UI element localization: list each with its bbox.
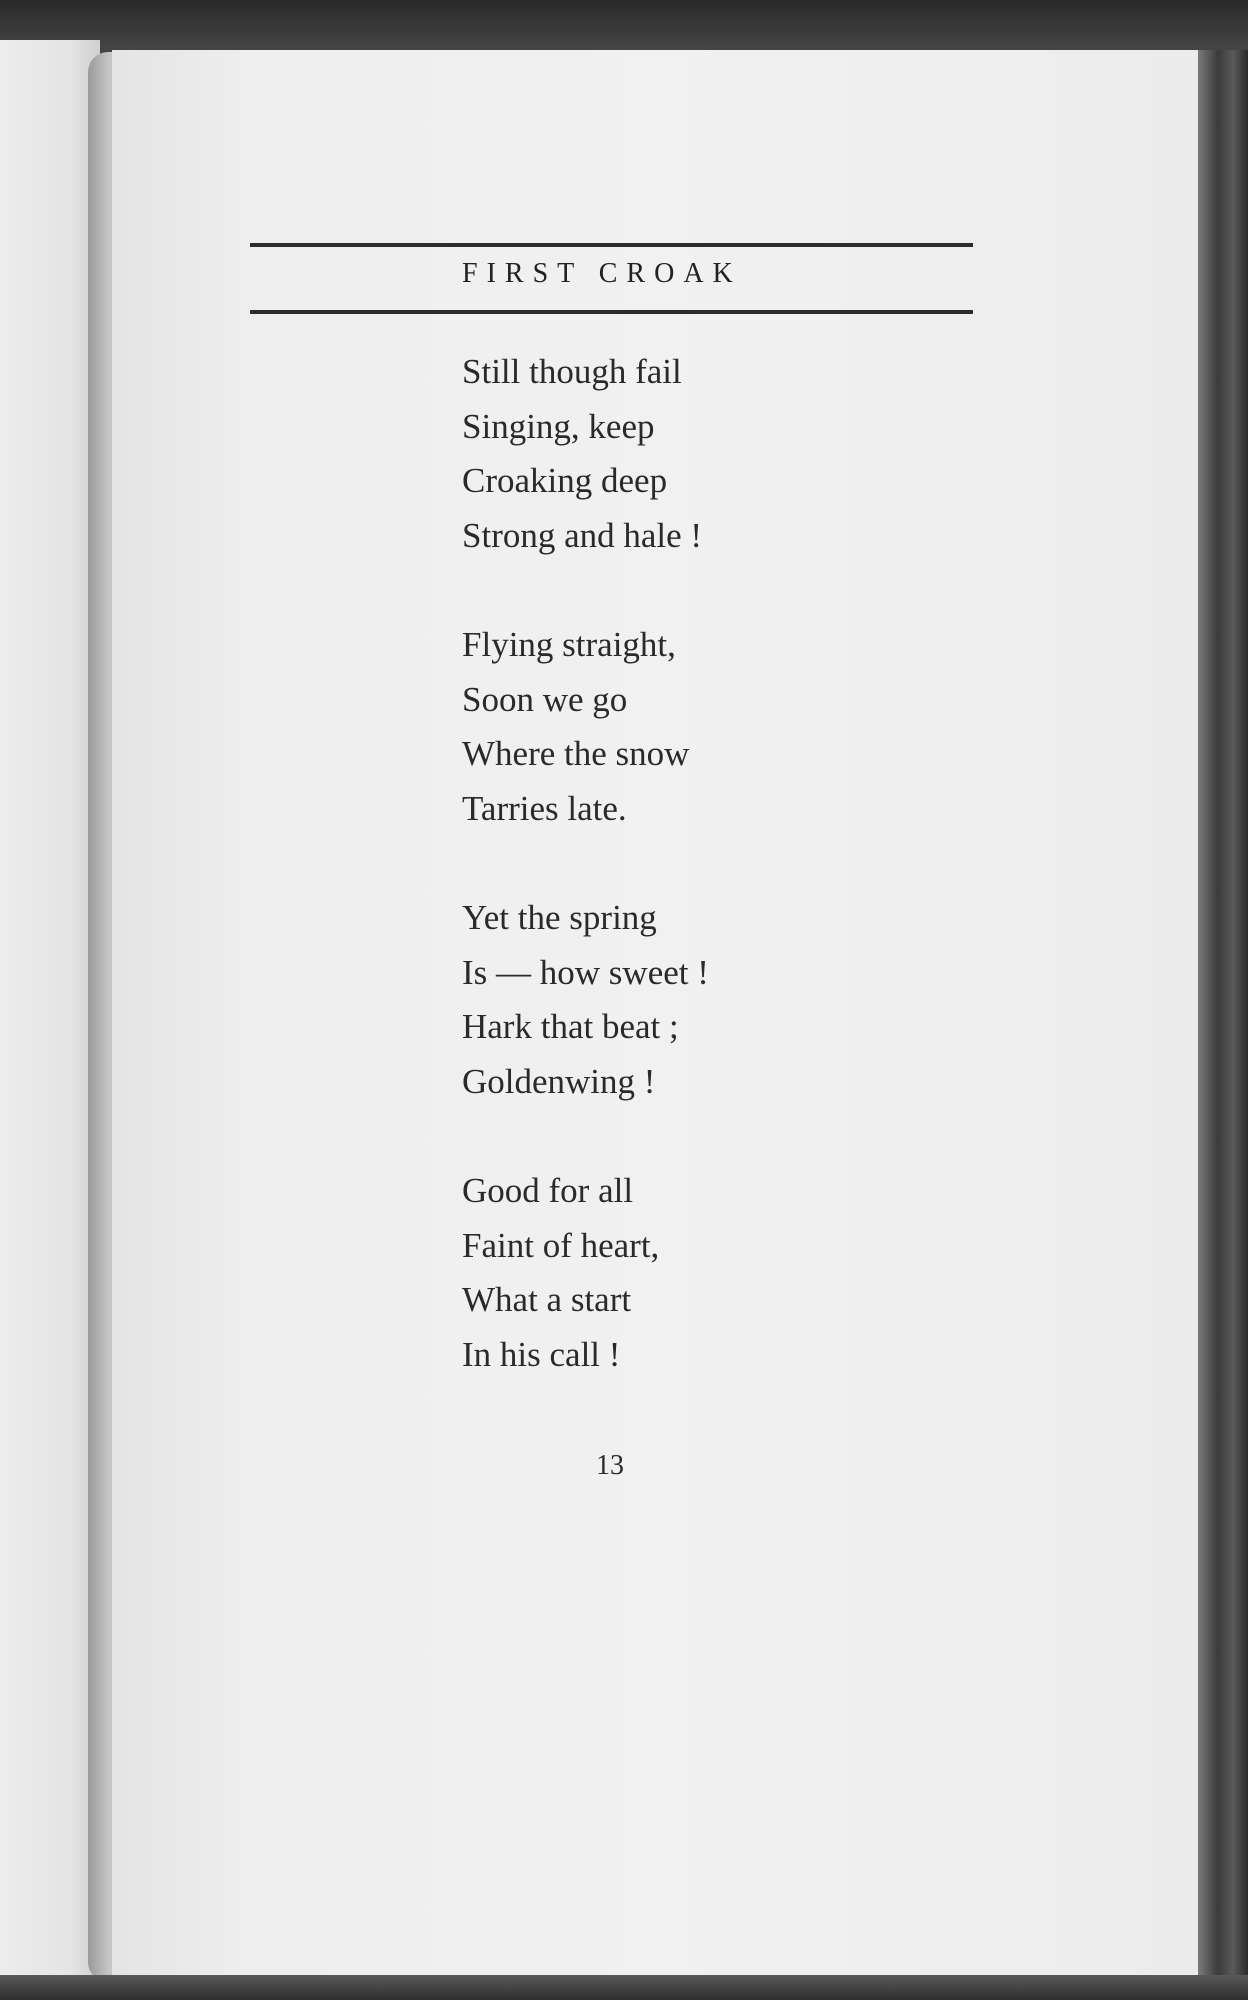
poem-line: Still though fail — [462, 352, 682, 391]
poem-line: What a start — [462, 1280, 632, 1319]
running-head: FIRST CROAK — [462, 258, 742, 289]
page-number: 13 — [596, 1450, 624, 1481]
poem-body — [462, 345, 962, 1437]
poem-line: Soon we go — [462, 679, 628, 719]
page-edge — [1198, 50, 1248, 2000]
poem-line: Tarries late. — [462, 788, 627, 828]
poem-line: In his call ! — [462, 1334, 621, 1374]
facing-page — [0, 40, 100, 1985]
poem-line: Where the snow — [462, 734, 690, 773]
stanza — [462, 1164, 962, 1382]
poem-line: Flying straight, — [462, 625, 676, 664]
poem-line: Good for all — [462, 1171, 634, 1210]
stanza — [462, 618, 962, 836]
stanza — [462, 345, 962, 563]
poem-line: Goldenwing ! — [462, 1061, 656, 1101]
header-rule-bottom — [250, 310, 973, 314]
bottom-edge — [0, 1975, 1248, 2000]
poem-line: Yet the spring — [462, 898, 657, 937]
poem-line: Faint of heart, — [462, 1225, 660, 1265]
stanza — [462, 891, 962, 1109]
poem-line: Singing, keep — [462, 406, 655, 446]
poem-line: Hark that beat ; — [462, 1007, 679, 1046]
header-rule-top — [250, 243, 973, 247]
poem-line: Croaking deep — [462, 461, 668, 500]
poem-line: Strong and hale ! — [462, 515, 703, 555]
poem-line: Is — how sweet ! — [462, 952, 709, 992]
